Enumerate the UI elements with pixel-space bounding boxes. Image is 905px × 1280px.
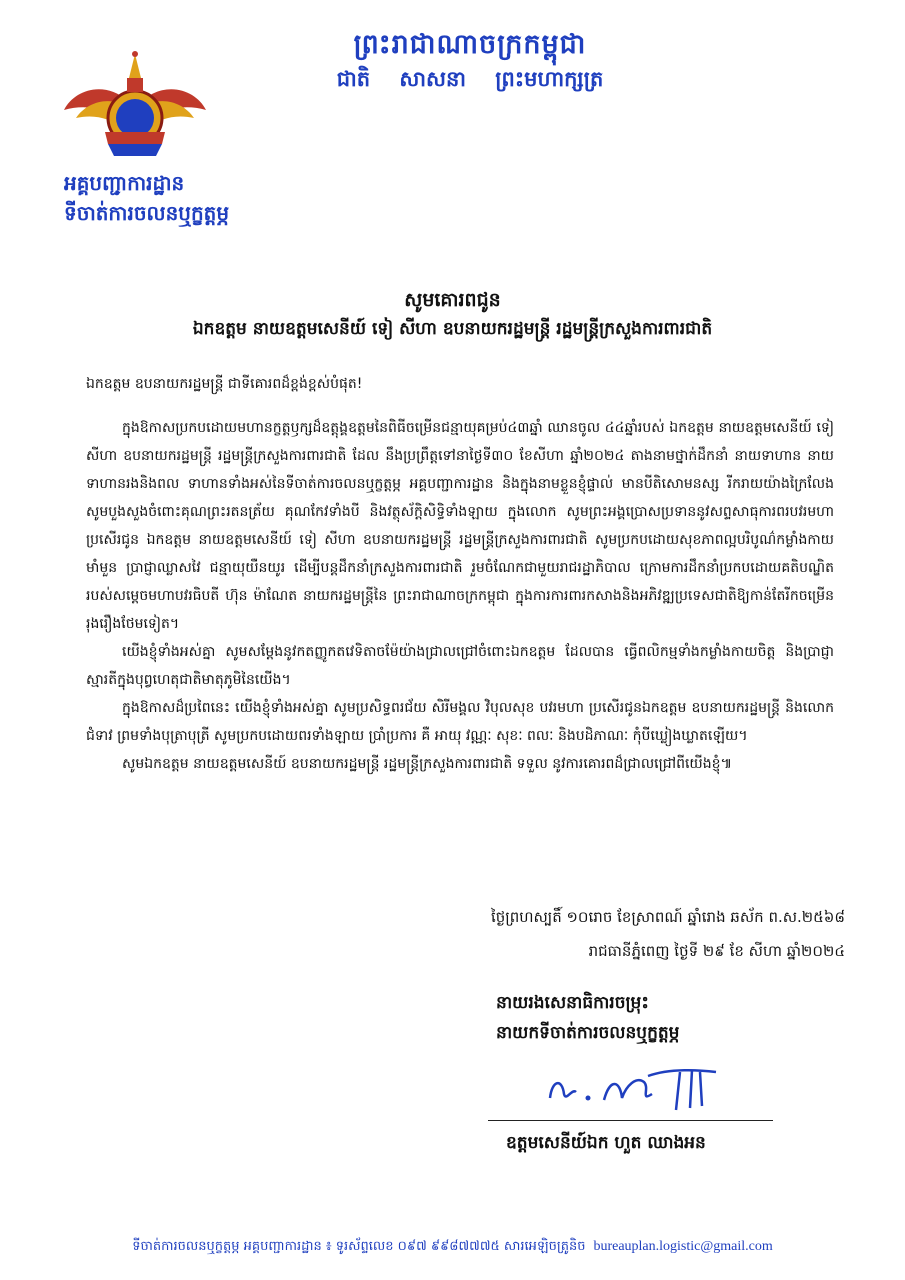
signer-name: ឧត្តមសេនីយ៍ឯក ហួត ឈាងអន (506, 1133, 706, 1153)
paragraph-1: ក្នុងឱកាសប្រកបដោយមហានក្ខត្តឫក្សដ៏ឧត្តុង្គឧត្តមនៃពិធីចម្រើនជន្មាយុគម្រប់៤៣ឆ្នាំ ឈានចូល ៤៤ឆ្នាំរបស់ ឯកឧត្តម នាយឧត្តមសេនីយ៍ ទៀ សីហា ឧបនាយករដ្ឋមន្ត្រី រដ្ឋមន្ត្រីក្រសួងការពារជាតិ ដែល នឹងប្រព្រឹត្តទៅនាថ្ងៃទី៣០ ខែសីហា ឆ្នាំ២០២៤ តាងនាមថ្នាក់ដឹកនាំ នាយទាហាន នាយទាហានរងនិងពល ទាហានទាំងអស់នៃទីចាត់ការចលនឬក្ខត្តម្ភ អគ្គបញ្ជាការដ្ឋាន និងក្នុងនាមខ្លួនខ្ញុំផ្ទាល់ មានបីតិសោមនស្ស រីករាយយ៉ាងក្រៃលែង សូមបួងសួងចំពោះគុណព្រះរតនត្រ័យ គុណកែវទាំងបី និងវត្ថុស័ក្តិសិទ្ធិទាំងឡាយ ក្នុងលោក សូមព្រះអង្គប្រោសប្រទាននូវសព្ទសាធុការពរបវរមហាប្រសើរជូន ឯកឧត្តម នាយឧត្តមសេនីយ៍ ទៀ សីហា ឧបនាយករដ្ឋមន្ត្រី រដ្ឋមន្ត្រីក្រសួងការពារជាតិ សូមប្រកបដោយសុខភាពល្អបរិបូណ៌កម្លាំងកាយ មាំមួន ប្រាជ្ញាឈ្លាសវៃ ជន្មាយុយឺនយូរ ដើម្បីបន្តដឹកនាំក្រសួងការពារជាតិ រួមចំណែកជាមួយរាជរដ្ឋាភិបាល ក្រោមការដឹកនាំប្រកបដោយគតិបណ្ឌិតរបស់សម្តេចមហាបវរធិបតី ហ៊ុន ម៉ាណែត នាយករដ្ឋមន្ត្រីនៃ ព្រះរាជាណាចក្រកម្ពុជា ក្នុងការការពារកសាងនិងអភិវឌ្ឍប្រទេសជាតិឱ្យកាន់តែរីកចម្រើនរុងរឿងថែមទៀត។ (86, 420, 834, 632)
signer-title-1: នាយរងសេនាធិការចម្រុះ (496, 993, 649, 1013)
military-emblem-icon (60, 48, 210, 166)
respect-heading: សូមគោរពជូន (404, 289, 501, 311)
date-block (491, 900, 845, 968)
department-heading (64, 168, 229, 228)
signer-title-2: នាយកទីចាត់ការចលនឬក្ខត្តម្ភ (496, 1023, 680, 1043)
signature-underline (488, 1120, 773, 1121)
salutation: ឯកឧត្តម ឧបនាយករដ្ឋមន្ត្រី ជាទីគោរពដ៏ខ្ពង់ខ្ពស់បំផុត! (86, 376, 363, 392)
solar-date: រាជធានីភ្នំពេញ ថ្ងៃទី ២៩ ខែ សីហា ឆ្នាំ២០២៤ (588, 942, 845, 960)
signer-titles (496, 988, 679, 1048)
department-line-2: ទីចាត់ការចលនឬក្ខត្តម្ភ (64, 201, 230, 225)
paragraph-2: យើងខ្ញុំទាំងអស់គ្នា សូមសម្តែងនូវកតញ្ញូកតវេទិតាចម៉ែយ៉ាងជ្រាលជ្រៅចំពោះឯកឧត្តម ដែលបាន ធ្វើពលិកម្មទាំងកម្លាំងកាយចិត្ត និងប្រាជ្ញាស្មារតីក្នុងបុព្វហេតុជាតិមាតុភូមិនៃយើង។ (86, 644, 834, 688)
letter-body (86, 370, 834, 778)
handwritten-signature-icon (540, 1058, 730, 1118)
recipient-heading: ឯកឧត្តម នាយឧត្តមសេនីយ៍ ទៀ សីហា ឧបនាយករដ្ឋមន្ត្រី រដ្ឋមន្ត្រីក្រសួងការពារជាតិ (192, 319, 713, 339)
footer-contact: ទីចាត់ការចលនឬក្ខត្តម្ភ អគ្គបញ្ជាការដ្ឋាន ៖ ទូរស័ព្ទលេខ ០៩៧ ៩៩៨៧៧៧៥ សារអេឡិចត្រូនិច (132, 1239, 586, 1254)
national-motto: ជាតិ សាសនា ព្រះមហាក្សត្រ (336, 67, 604, 91)
footer-email[interactable]: bureauplan.logistic@gmail.com (593, 1239, 773, 1254)
lunar-date: ថ្ងៃព្រហស្បតិ៍ ១០រោច ខែស្រាពណ៍ ឆ្នាំរោង ឆស័ក ព.ស.២៥៦៨ (490, 908, 845, 926)
kingdom-name: ព្រះរាជាណាចក្រកម្ពុជា (353, 29, 587, 60)
kingdom-heading (250, 28, 690, 94)
department-line-1: អគ្គបញ្ជាការដ្ឋាន (64, 171, 185, 195)
paragraph-4: សូមឯកឧត្តម នាយឧត្តមសេនីយ៍ ឧបនាយករដ្ឋមន្ត្រី រដ្ឋមន្ត្រីក្រសួងការពារជាតិ ទទួល នូវការគោរពដ៏ជ្រាលជ្រៅពីយើងខ្ញុំ៕ (122, 756, 733, 772)
footer (0, 1238, 905, 1257)
paragraph-3: ក្នុងឱកាសដ៏ប្រពៃនេះ យើងខ្ញុំទាំងអស់គ្នា សូមប្រសិទ្ធពរជ័យ សិរីមង្គល វិបុលសុខ បវរមហា ប្រសើរជូនឯកឧត្តម ឧបនាយករដ្ឋមន្ត្រី និងលោកជំទាវ ព្រមទាំងបុត្រាបុត្រី សូមប្រកបដោយពរទាំងឡាយ ប្រាំប្រការ គឺ អាយុ វណ្ណៈ សុខៈ ពលៈ និងបដិភាណៈ កុំបីឃ្លៀងឃ្លាតឡើយ។ (86, 700, 834, 744)
